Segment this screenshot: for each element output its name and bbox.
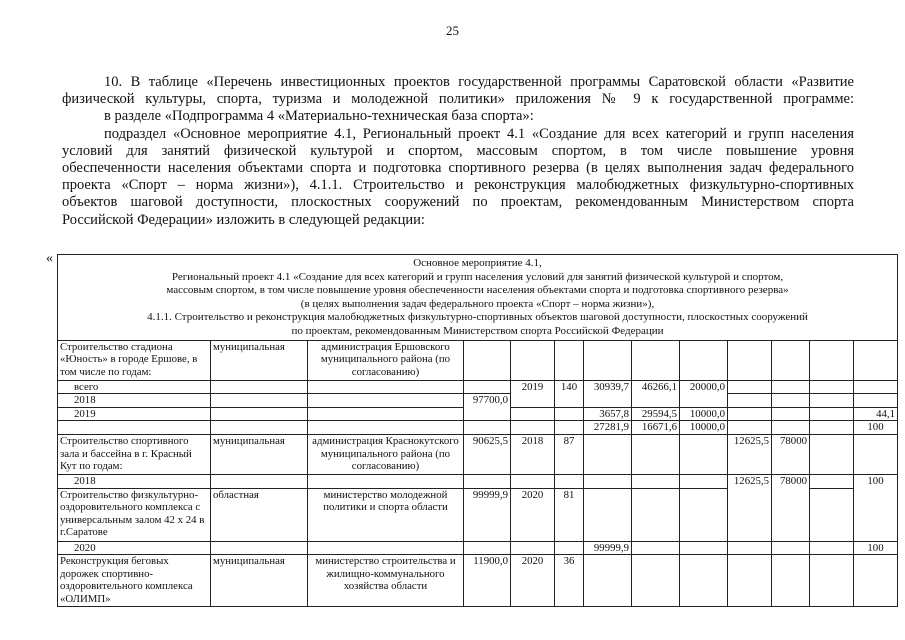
project-name: Реконструкция беговых дорожек спортивно-оздоровительного комплекса «ОЛИМП» bbox=[58, 555, 211, 606]
value-cell: 78000 bbox=[772, 474, 810, 541]
value-cell: 100 bbox=[854, 474, 898, 541]
table-header-row bbox=[58, 255, 898, 341]
paragraph-3a: подраздел «Основное мероприятие 4.1, Региональный проект 4.1 «Создание для всех категорий и групп населения bbox=[104, 125, 854, 142]
paragraph-2: в разделе «Подпрограмма 4 «Материально-техническая база спорта»: bbox=[104, 108, 534, 125]
paragraph-1b: физической культуры, спорта, туризма и молодежной политики» приложения № 9 к государственной программе: bbox=[62, 91, 854, 108]
row-label: 2020 bbox=[58, 541, 211, 555]
table-header bbox=[58, 255, 898, 341]
paragraph-3d: проекта «Спорт – норма жизни»), 4.1.1. Строительство и реконструкция малобюджетных физкультурно-спортивных bbox=[62, 177, 854, 194]
value-cell: 10000,0 bbox=[680, 421, 728, 435]
paragraph-3f: Российской Федерации» изложить в следующей редакции: bbox=[62, 211, 425, 228]
header-line: (в целях выполнения задач федерального проекта «Спорт – норма жизни»), bbox=[300, 297, 655, 310]
value-cell: 99999,9 bbox=[584, 541, 632, 555]
value-cell: 100 bbox=[854, 541, 898, 555]
opening-quote: « bbox=[46, 251, 53, 266]
header-line: Региональный проект 4.1 «Создание для всех категорий и групп населения условий для занятий физической культурой и спортом, bbox=[171, 270, 784, 283]
paragraph-3c: обеспеченности населения объектами спорта и подготовка спортивного резерва (в целях выполнения задач федерального bbox=[62, 160, 854, 177]
table-row bbox=[58, 380, 898, 394]
table-row bbox=[58, 541, 898, 555]
projects-table bbox=[57, 254, 898, 607]
year-cell: 2020 bbox=[511, 488, 555, 541]
value-cell: 44,1 bbox=[854, 407, 898, 421]
ownership: муниципальная bbox=[211, 555, 308, 606]
table-row bbox=[58, 474, 898, 488]
value-cell: 16671,6 bbox=[632, 421, 680, 435]
project-name: Строительство спортивного зала и бассейна в г. Красный Кут по годам: bbox=[58, 434, 211, 474]
paragraph-1a: 10. В таблице «Перечень инвестиционных проектов государственной программы Саратовской области «Развитие bbox=[104, 74, 854, 90]
table-row bbox=[58, 434, 898, 474]
value-cell: 10000,0 bbox=[680, 407, 728, 421]
year-cell: 2018 bbox=[511, 434, 555, 474]
row-label: 2019 bbox=[58, 407, 211, 421]
percent-cell: 87 bbox=[555, 434, 584, 474]
value-cell: 46266,1 bbox=[632, 380, 680, 407]
cost-cell: 97700,0 bbox=[464, 394, 511, 421]
paragraph-3b: условий для занятий физической культурой и спортом, массовым спортом, в том числе повышение уровня bbox=[62, 142, 854, 159]
header-line: 4.1.1. Строительство и реконструкция малобюджетных физкультурно-спортивных объектов шаговой доступности, плоскостных сооружений bbox=[147, 311, 808, 324]
percent-cell: 81 bbox=[555, 488, 584, 541]
cost-cell: 99999,9 bbox=[464, 488, 511, 541]
value-cell: 100 bbox=[854, 421, 898, 435]
row-label: всего bbox=[58, 380, 211, 394]
percent-cell: 140 bbox=[555, 380, 584, 407]
ownership: областная bbox=[211, 488, 308, 541]
table-row bbox=[58, 340, 898, 380]
cost-cell: 90625,5 bbox=[464, 434, 511, 474]
table-row bbox=[58, 421, 898, 435]
body-text bbox=[62, 74, 854, 229]
table-row bbox=[58, 555, 898, 606]
header-line: Основное мероприятие 4.1, bbox=[413, 257, 542, 269]
table-row bbox=[58, 394, 898, 408]
row-label: 2018 bbox=[58, 394, 211, 408]
customer: администрация Ершовского муниципального района (по согласованию) bbox=[308, 340, 464, 380]
value-cell: 78000 bbox=[772, 434, 810, 474]
value-cell: 27281,9 bbox=[584, 421, 632, 435]
percent-cell: 36 bbox=[555, 555, 584, 606]
value-cell: 30939,7 bbox=[584, 380, 632, 407]
year-cell: 2019 bbox=[511, 380, 555, 407]
ownership: муниципальная bbox=[211, 340, 308, 380]
value-cell: 29594,5 bbox=[632, 407, 680, 421]
value-cell: 12625,5 bbox=[728, 434, 772, 474]
customer: администрация Краснокутского муниципального района (по согласованию) bbox=[308, 434, 464, 474]
cost-cell: 11900,0 bbox=[464, 555, 511, 606]
project-name: Строительство физкультурно-оздоровительного комплекса с универсальным залом 42 х 24 в г.Саратове bbox=[58, 488, 211, 541]
header-line: по проектам, рекомендованным Министерством спорта Российской Федерации bbox=[291, 324, 664, 337]
paragraph-3e: объектов шаговой доступности, плоскостных сооружений по проектам, рекомендованным Министерством спорта bbox=[62, 194, 854, 211]
year-cell: 2020 bbox=[511, 555, 555, 606]
header-line: массовым спортом, в том числе повышение уровня обеспеченности населения объектами спорта и подготовка спортивного резерва» bbox=[166, 284, 789, 297]
ownership: муниципальная bbox=[211, 434, 308, 474]
customer: министерство строительства и жилищно-коммунального хозяйства области bbox=[308, 555, 464, 606]
project-name: Строительство стадиона «Юность» в городе Ершове, в том числе по годам: bbox=[58, 340, 211, 380]
investment-table bbox=[57, 254, 895, 607]
customer: министерство молодежной политики и спорта области bbox=[308, 488, 464, 541]
page-number: 25 bbox=[446, 23, 459, 38]
value-cell: 3657,8 bbox=[584, 407, 632, 421]
value-cell: 12625,5 bbox=[728, 474, 772, 541]
value-cell: 20000,0 bbox=[680, 380, 728, 407]
row-label: 2018 bbox=[58, 474, 211, 488]
